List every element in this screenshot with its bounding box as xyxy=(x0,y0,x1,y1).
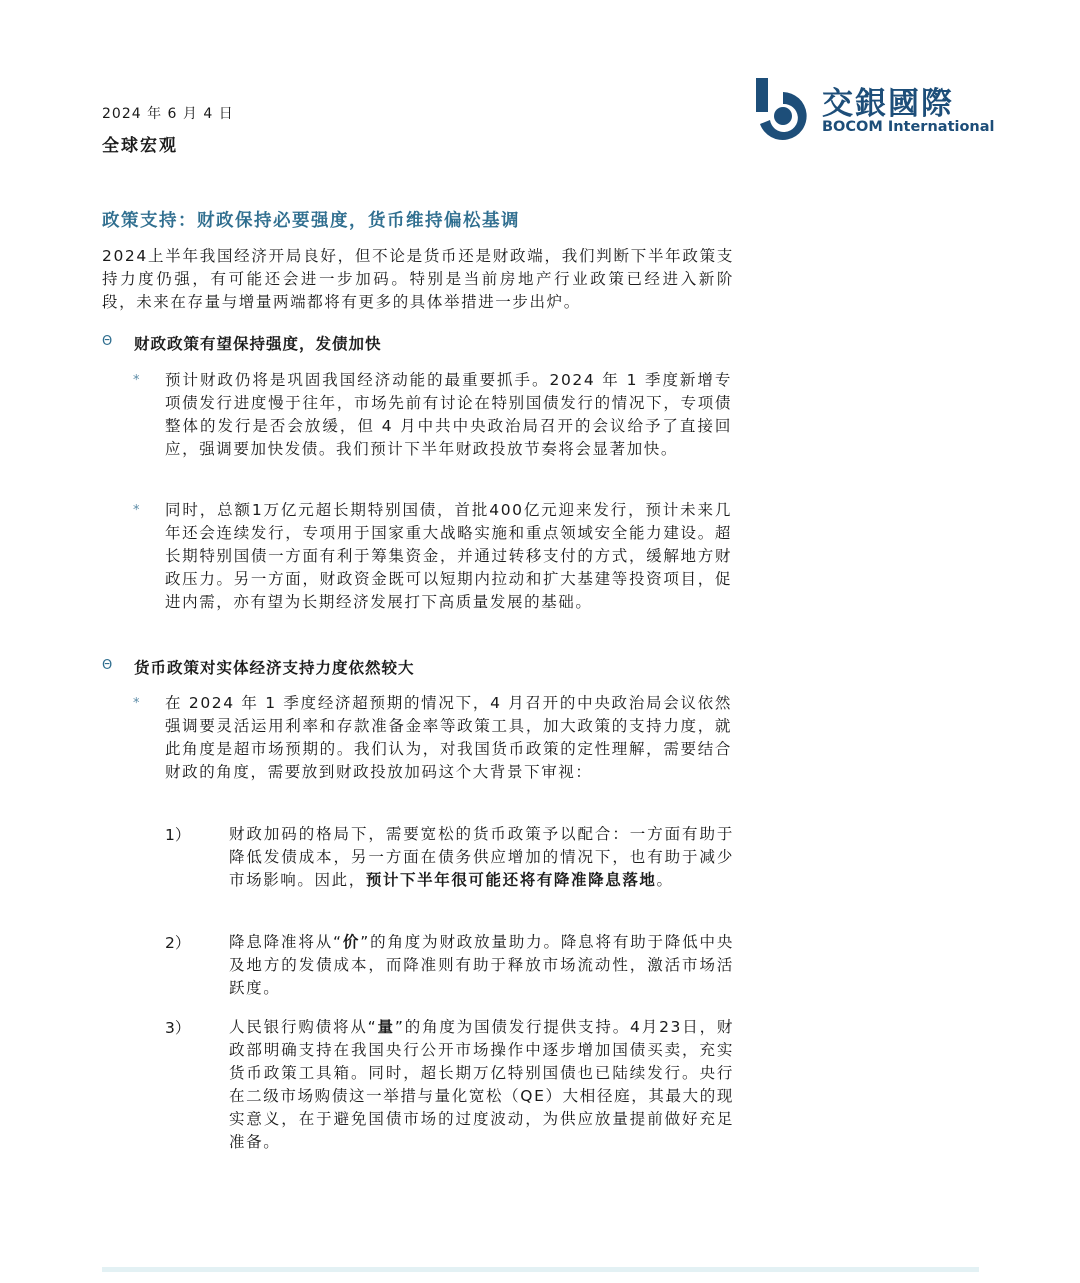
numbered-text-part: ”的角度为财政放量助力。降息将有助于降低中央及地方的发债成本，而降准则有助于释放市场流动性，激活市场活跃度。 xyxy=(229,933,734,997)
section-marker-icon: Θ xyxy=(102,658,113,673)
bullet-text-fiscal-1: 预计财政仍将是巩固我国经济动能的最重要抓手。2024 年 1 季度新增专项债发行进度慢于往年，市场先前有讨论在特别国债发行的情况下，专项债整体的发行是否会放缓，但 4 月中共中央政治局召开的会议给予了直接回应，强调要加快发债。我们预计下半年财政投放节奏将会显著加快。 xyxy=(165,371,732,458)
numbered-text-part: 财政加码的格局下，需要宽松的货币政策予以配合：一方面有助于降低发债成本，另一方面在债务供应增加的情况下，也有助于减少市场影响。因此， xyxy=(229,825,734,889)
numbered-text-part: ”的角度为国债发行提供支持。4月23日，财政部明确支持在我国央行公开市场操作中逐步增加国债买卖，充实货币政策工具箱。同时，超长期万亿特别国债也已陆续发行。央行在二级市场购债这一举措与量化宽松（QE）大相径庭，其最大的现实意义，在于避免国债市场的过度波动，为供应放量提前做好充足准备。 xyxy=(229,1018,735,1151)
bullet-icon: * xyxy=(133,503,140,518)
bullet-text-monetary-1: 在 2024 年 1 季度经济超预期的情况下，4 月召开的中央政治局会议依然强调要灵活运用利率和存款准备金率等政策工具，加大政策的支持力度，就此角度是超市场预期的。我们认为，对我国货币政策的定性理解，需要结合财政的角度，需要放到财政投放加码这个大背景下审视： xyxy=(165,694,732,781)
numbered-text-part: 。 xyxy=(656,871,674,889)
bocom-logo-icon xyxy=(752,76,814,142)
logo-english-name: BOCOM International xyxy=(822,119,995,135)
bullet-text-fiscal-2: 同时，总额1万亿元超长期特别国债，首批400亿元迎来发行，预计未来几年还会连续发行，专项用于国家重大战略实施和重点领域安全能力建设。超长期特别国债一方面有利于筹集资金，并通过转移支付的方式，缓解地方财政压力。另一方面，财政资金既可以短期内拉动和扩大基建等投资项目，促进内需，亦有望为长期经济发展打下高质量发展的基础。 xyxy=(165,501,732,611)
numbered-text-emphasis: 量 xyxy=(377,1018,395,1036)
numbered-text-part: 降息降准将从“ xyxy=(229,933,343,951)
numbered-text-emphasis: 价 xyxy=(342,933,361,951)
numbered-text-part: 人民银行购债将从“ xyxy=(229,1018,378,1036)
bullet-icon: * xyxy=(133,696,140,711)
section-marker-icon: Θ xyxy=(102,334,113,349)
numbered-item-marker: 3） xyxy=(165,1019,191,1037)
numbered-item-marker: 2） xyxy=(165,934,191,952)
report-section: 全球宏观 xyxy=(102,136,178,156)
report-date: 2024 年 6 月 4 日 xyxy=(102,106,234,122)
bullet-icon: * xyxy=(133,373,140,388)
numbered-item-marker: 1） xyxy=(165,826,191,844)
numbered-item-text xyxy=(229,1016,734,1154)
numbered-item-text xyxy=(229,823,734,892)
numbered-item-text xyxy=(229,931,734,1000)
logo-chinese-name: 交銀國際 xyxy=(822,86,954,122)
intro-paragraph: 2024上半年我国经济开局良好，但不论是货币还是财政端，我们判断下半年政策支持力度仍强，有可能还会进一步加码。特别是当前房地产行业政策已经进入新阶段，未来在存量与增量两端都将有更多的具体举措进一步出炉。 xyxy=(102,247,734,311)
section-heading-fiscal: 财政政策有望保持强度，发债加快 xyxy=(134,335,382,353)
footer-divider xyxy=(102,1267,979,1272)
numbered-text-emphasis: 预计下半年很可能还将有降准降息落地 xyxy=(365,871,657,889)
article-title: 政策支持：财政保持必要强度，货币维持偏松基调 xyxy=(102,211,520,231)
section-heading-monetary: 货币政策对实体经济支持力度依然较大 xyxy=(134,659,415,677)
bocom-logo xyxy=(752,74,995,144)
